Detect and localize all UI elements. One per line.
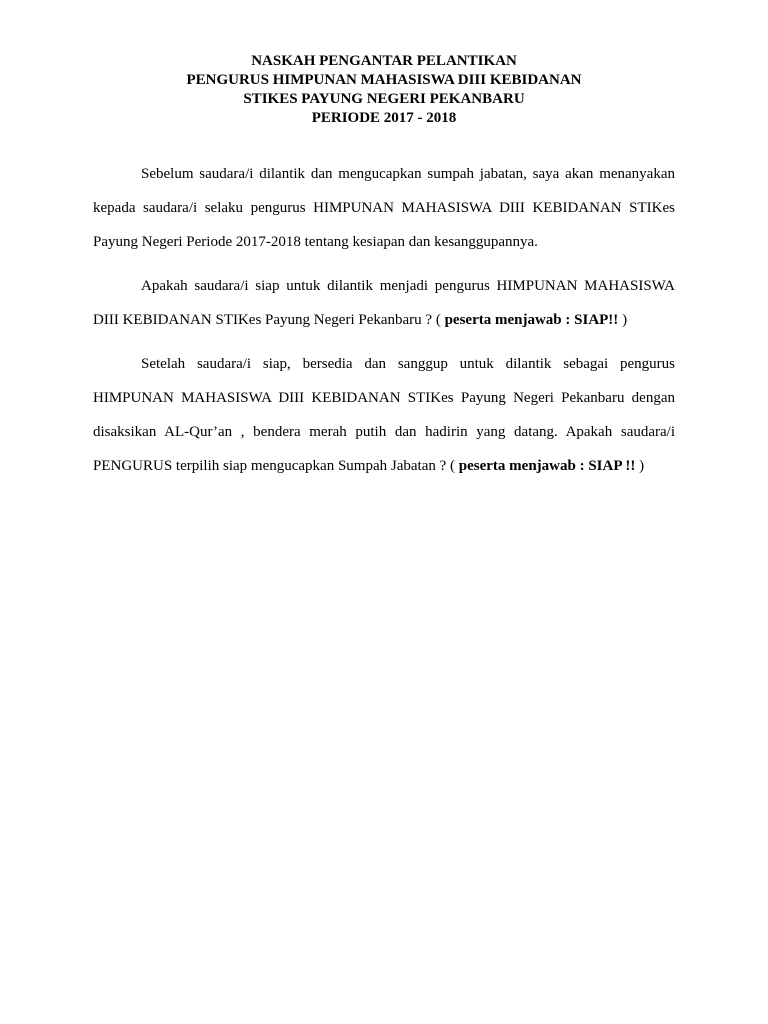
- answer-cue-1: peserta menjawab : SIAP!!: [444, 312, 619, 328]
- document-body: [93, 157, 675, 493]
- title-line-2: PENGURUS HIMPUNAN MAHASISWA DIII KEBIDANAN: [186, 72, 582, 88]
- title-line-4: PERIODE 2017 - 2018: [311, 110, 457, 126]
- paragraph-question-1: [93, 269, 675, 337]
- title-line-1: NASKAH PENGANTAR PELANTIKAN: [251, 53, 517, 69]
- document-title: [0, 52, 768, 128]
- paragraph-intro: [93, 157, 675, 259]
- answer-cue-2: peserta menjawab : SIAP !!: [458, 458, 636, 474]
- paragraph-question-2-text: Setelah saudara/i siap, bersedia dan sanggup untuk dilantik sebagai pengurus HIMPUNAN MAHASISWA DIII KEBIDANAN STIKes Payung Negeri Pekanbaru dengan disaksikan AL-Qur’an , bendera merah putih dan hadirin yang datang. Apakah saudara/i PENGURUS terpilih siap mengucapkan Sumpah Jabatan ? (: [93, 356, 675, 474]
- title-line-3: STIKES PAYUNG NEGERI PEKANBARU: [243, 91, 525, 107]
- paragraph-question-2-end: ): [635, 458, 645, 474]
- paragraph-question-1-text: Apakah saudara/i siap untuk dilantik menjadi pengurus HIMPUNAN MAHASISWA DIII KEBIDANAN STIKes Payung Negeri Pekanbaru ? (: [93, 278, 675, 328]
- paragraph-intro-text: Sebelum saudara/i dilantik dan mengucapkan sumpah jabatan, saya akan menanyakan kepada saudara/i selaku pengurus HIMPUNAN MAHASISWA DIII KEBIDANAN STIKes Payung Negeri Periode 2017-2018 tentang kesiapan dan kesanggupannya.: [93, 166, 675, 250]
- paragraph-question-1-end: ): [618, 312, 628, 328]
- paragraph-question-2: [93, 347, 675, 483]
